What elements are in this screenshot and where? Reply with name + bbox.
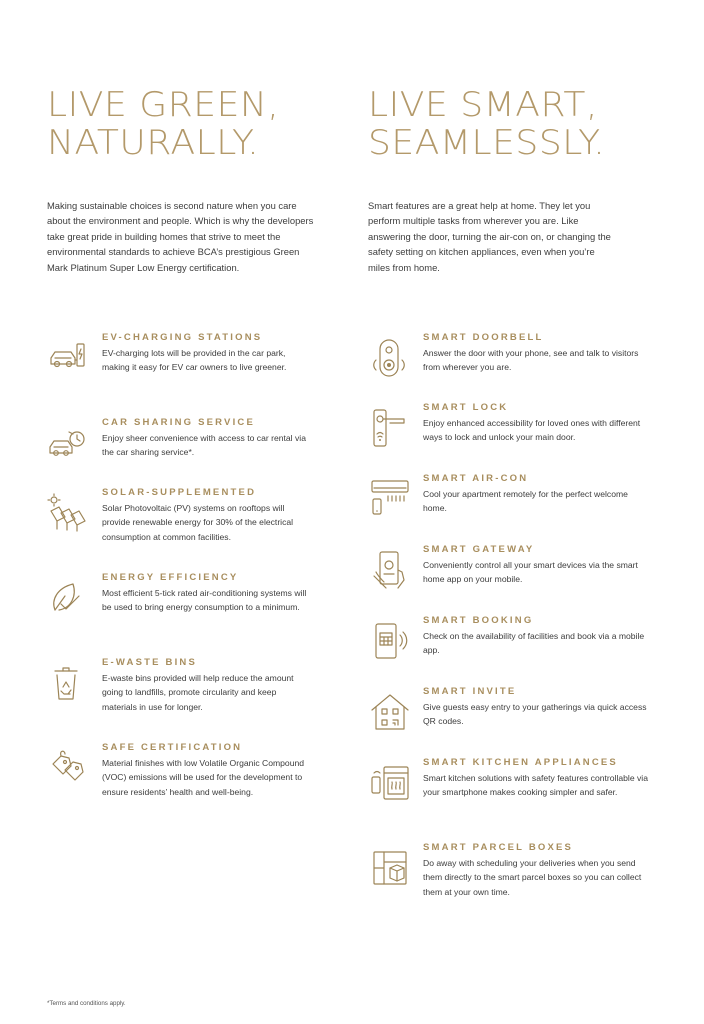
terms-footnote: *Terms and conditions apply. — [47, 1000, 126, 1007]
feature-smart-lock — [368, 402, 658, 462]
feature-safe-certification — [47, 742, 337, 802]
feature-solar — [47, 487, 337, 547]
certification-tag-icon — [47, 748, 87, 788]
feature-description: Do away with scheduling your deliveries when you send them directly to the smart parcel boxes so you can collect them at your own time. — [423, 858, 642, 897]
oven-icon — [370, 763, 410, 803]
feature-description: EV-charging lots will be provided in the car park, making it easy for EV car owners to live greener. — [102, 348, 287, 373]
leaf-check-icon — [47, 578, 87, 618]
calendar-phone-icon — [370, 621, 410, 661]
feature-title: SMART AIR-CON — [423, 473, 529, 484]
green-headline — [47, 86, 279, 162]
feature-description: Cool your apartment remotely for the perfect welcome home. — [423, 489, 628, 514]
feature-title: ENERGY EFFICIENCY — [102, 572, 239, 583]
feature-description: Most efficient 5-tick rated air-conditioning systems will be used to bring energy consumption to a minimum. — [102, 588, 307, 613]
feature-description: Smart kitchen solutions with safety features controllable via your smartphone makes cooking simpler and safer. — [423, 773, 648, 798]
feature-smart-doorbell — [368, 332, 658, 392]
feature-car-sharing — [47, 417, 337, 477]
feature-description: Material finishes with low Volatile Organic Compound (VOC) emissions will be used for the development to ensure residents’ health and well-being. — [102, 758, 305, 797]
feature-ev-charging — [47, 332, 337, 392]
smart-intro: Smart features are a great help at home. They let you perform multiple tasks from wherever you are. Like answering the door, turning the air-con on, or changing the safety setting on kitchen appliances, even when you’re miles from home. — [368, 200, 611, 273]
feature-description: Enjoy sheer convenience with access to car rental via the car sharing service*. — [102, 433, 306, 458]
smart-headline — [368, 86, 605, 162]
qr-house-icon — [370, 692, 410, 732]
feature-title: SAFE CERTIFICATION — [102, 742, 243, 753]
feature-title: CAR SHARING SERVICE — [102, 417, 256, 428]
ev-charging-icon — [47, 338, 87, 378]
feature-description: Check on the availability of facilities and book via a mobile app. — [423, 631, 645, 656]
feature-smart-booking — [368, 615, 658, 675]
feature-title: E-WASTE BINS — [102, 657, 198, 668]
parcel-locker-icon — [370, 848, 410, 888]
air-con-icon — [370, 479, 410, 519]
door-lock-icon — [370, 408, 410, 448]
headline-line-2: NATURALLY. — [47, 123, 260, 163]
feature-title: EV-CHARGING STATIONS — [102, 332, 263, 343]
feature-e-waste — [47, 657, 337, 717]
feature-description: Give guests easy entry to your gatherings via quick access QR codes. — [423, 702, 647, 727]
feature-description: Solar Photovoltaic (PV) systems on rooftops will provide renewable energy for 30% of the electrical consumption at common facilities. — [102, 503, 294, 542]
headline-line-1: LIVE SMART, — [368, 85, 598, 125]
feature-smart-kitchen — [368, 757, 658, 817]
doorbell-icon — [370, 338, 410, 378]
feature-smart-invite — [368, 686, 658, 746]
headline-line-1: LIVE GREEN, — [47, 85, 280, 125]
feature-energy-efficiency — [47, 572, 337, 632]
feature-title: SMART GATEWAY — [423, 544, 535, 555]
headline-line-2: SEAMLESSLY. — [368, 123, 606, 163]
feature-title: SMART PARCEL BOXES — [423, 842, 574, 853]
feature-title: SMART BOOKING — [423, 615, 534, 626]
feature-description: Conveniently control all your smart devices via the smart home app on your mobile. — [423, 560, 638, 585]
feature-title: SMART INVITE — [423, 686, 517, 697]
green-intro: Making sustainable choices is second nature when you care about the environment and people. Which is why the developers take great pride in building homes that strive to meet the environmental standards to achieve BCA’s prestigious Green Mark Platinum Super Low Energy certification. — [47, 200, 314, 273]
feature-title: SMART LOCK — [423, 402, 509, 413]
feature-title: SMART KITCHEN APPLIANCES — [423, 757, 618, 768]
car-sharing-icon — [47, 423, 87, 463]
feature-smart-aircon — [368, 473, 658, 533]
solar-panel-icon — [47, 493, 87, 533]
feature-smart-gateway — [368, 544, 658, 604]
phone-hand-icon — [370, 550, 410, 590]
feature-description: E-waste bins provided will help reduce the amount going to landfills, promote circularity and keep materials in use for longer. — [102, 673, 294, 712]
feature-description: Enjoy enhanced accessibility for loved ones with different ways to lock and unlock your main door. — [423, 418, 641, 443]
feature-title: SMART DOORBELL — [423, 332, 544, 343]
feature-title: SOLAR-SUPPLEMENTED — [102, 487, 257, 498]
recycle-bin-icon — [47, 663, 87, 703]
feature-smart-parcel — [368, 842, 658, 902]
feature-description: Answer the door with your phone, see and talk to visitors from wherever you are. — [423, 348, 639, 373]
